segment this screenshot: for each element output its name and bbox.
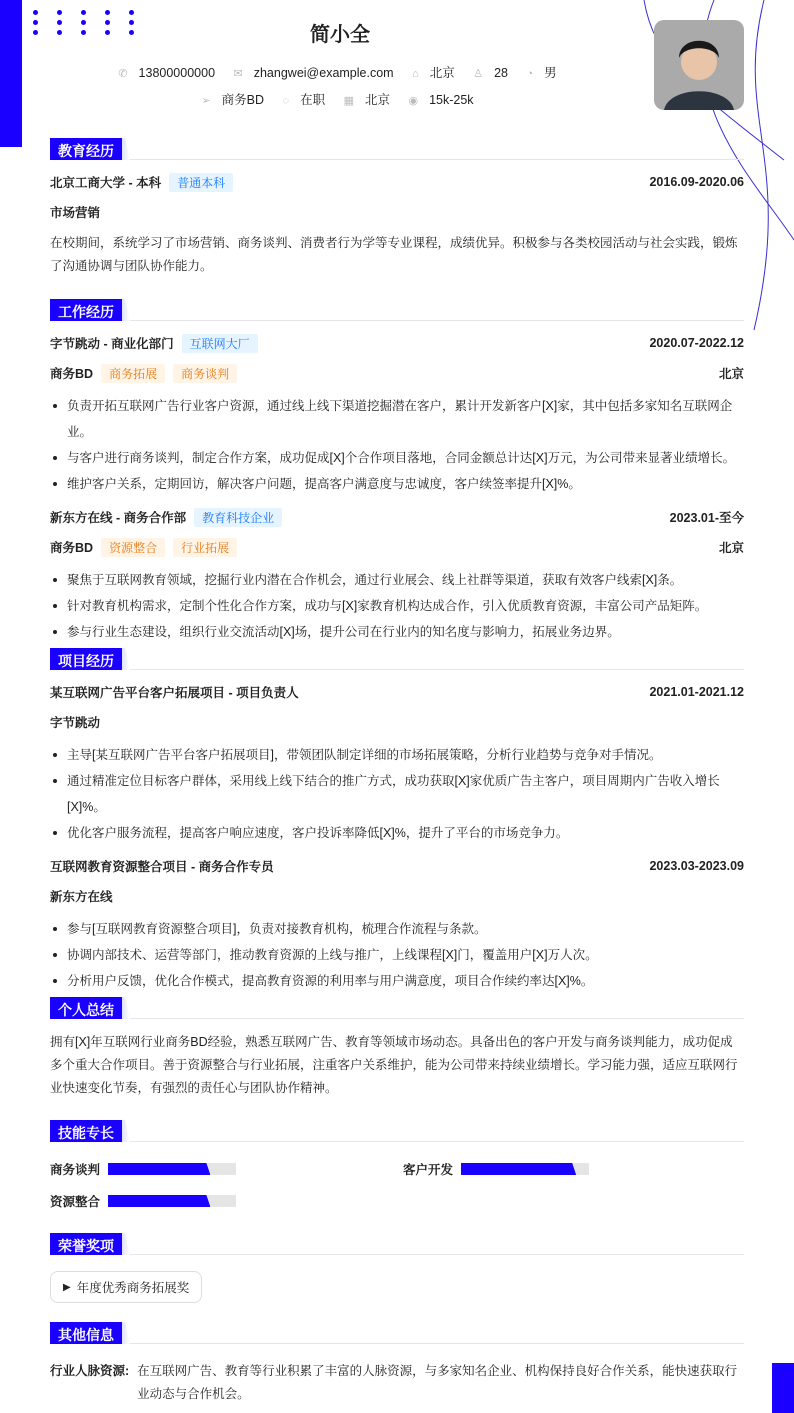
age: 28 (494, 66, 508, 80)
contact-row (0, 63, 680, 81)
section-title: 工作经历 (50, 299, 122, 321)
award-item (50, 1271, 202, 1303)
section-title: 个人总结 (50, 997, 122, 1019)
phone-icon: ✆ (118, 68, 128, 80)
list-item: 参与行业生态建设，组织行业交流活动[X]场，提升公司在行业内的知名度与影响力，拓展业务边界。 (50, 619, 744, 645)
list-item: 聚焦于互联网教育领域，挖掘行业内潜在合作机会，通过行业展会、线上社群等渠道，获取有效客户线索[X]条。 (50, 567, 744, 593)
projects-section (50, 648, 744, 1004)
skill-item (50, 1160, 403, 1178)
work-city: 北京 (718, 367, 744, 381)
role-tag: 商务谈判 (173, 364, 237, 383)
role-tag: 资源整合 (101, 538, 165, 557)
project-name: 互联网教育资源整合项目 - 商务合作专员 (50, 860, 274, 874)
age-icon: ♙ (473, 68, 484, 80)
project-name: 某互联网广告平台客户拓展项目 - 项目负责人 (50, 686, 299, 700)
skills-section (50, 1120, 744, 1210)
company: 新东方在线 - 商务合作部 (50, 510, 187, 525)
list-item: 优化客户服务流程，提高客户响应速度，客户投诉率降低[X]%，提升了平台的市场竞争力。 (50, 820, 744, 846)
skill-name: 商务谈判 (50, 1163, 101, 1177)
skill-name: 客户开发 (403, 1163, 454, 1177)
work-date: 2020.07-2022.12 (649, 336, 744, 350)
salary-icon: ◉ (408, 95, 419, 107)
salary: 15k-25k (429, 93, 474, 107)
project-item (50, 682, 744, 846)
summary-text: 拥有[X]年互联网行业商务BD经验，熟悉互联网广告、教育等领域市场动态。具备出色的客户开发与商务谈判能力，成功促成多个重大合作项目。善于资源整合与行业拓展，注重客户关系维护，能为公司带来持续业绩增长。学习能力强，适应互联网行业快速变化节奏，有强烈的责任心与团队协作精神。 (50, 1035, 738, 1095)
list-item: 主导[某互联网广告平台客户拓展项目]，带领团队制定详细的市场拓展策略，分析行业趋势与竞争对手情况。 (50, 742, 744, 768)
school: 北京工商大学 - 本科 (50, 175, 162, 190)
email: zhangwei@example.com (253, 66, 394, 80)
education-section (50, 138, 744, 286)
skill-bar (461, 1163, 589, 1175)
project-date: 2023.03-2023.09 (649, 859, 744, 873)
role: 商务BD (50, 366, 94, 381)
company-tag: 教育科技企业 (194, 508, 282, 527)
project-org: 字节跳动 (50, 716, 101, 730)
role: 商务BD (50, 540, 94, 555)
target-city: 北京 (364, 93, 390, 107)
section-title: 荣誉奖项 (50, 1233, 122, 1255)
avatar (654, 20, 744, 110)
skill-bar-fill (108, 1163, 210, 1175)
decor-right-bar (772, 1363, 794, 1413)
project-item (50, 856, 744, 994)
section-title: 技能专长 (50, 1120, 122, 1142)
list-item: 通过精准定位目标客户群体，采用线上线下结合的推广方式，成功获取[X]家优质广告主客户，项目周期内广告收入增长[X]%。 (50, 768, 744, 820)
section-title: 教育经历 (50, 138, 122, 160)
awards-section (50, 1233, 744, 1303)
status: 在职 (300, 93, 326, 107)
candidate-name: 简小全 (310, 24, 370, 46)
list-item: 参与[互联网教育资源整合项目]，负责对接教育机构，梳理合作流程与条款。 (50, 916, 744, 942)
work-item (50, 333, 744, 497)
list-item: 分析用户反馈，优化合作模式，提高教育资源的利用率与用户满意度，项目合作续约率达[X]%。 (50, 968, 744, 994)
send-icon: ➢ (201, 95, 211, 107)
other-label: 行业人脉资源: (50, 1364, 130, 1378)
other-text: 在互联网广告、教育等行业积累了丰富的人脉资源，与多家知名企业、机构保持良好合作关系，能快速获取行业动态与合作机会。 (137, 1364, 738, 1401)
gender: 男 (544, 66, 557, 80)
work-city: 北京 (718, 541, 744, 555)
company: 字节跳动 - 商业化部门 (50, 336, 174, 351)
skill-bar (108, 1195, 236, 1207)
skill-item (50, 1192, 403, 1210)
gender-icon: ◔ (526, 68, 534, 80)
city: 北京 (429, 66, 455, 80)
list-item: 针对教育机构需求，定制个性化合作方案，成功与[X]家教育机构达成合作，引入优质教育资源，丰富公司产品矩阵。 (50, 593, 744, 619)
summary-section (50, 997, 744, 1108)
award-name: 年度优秀商务拓展奖 (76, 1281, 190, 1295)
building-icon: ▦ (343, 95, 354, 107)
section-title: 其他信息 (50, 1322, 122, 1344)
work-section (50, 299, 744, 655)
company-tag: 互联网大厂 (182, 334, 258, 353)
job-intent-row (0, 90, 680, 108)
major: 市场营销 (50, 206, 101, 220)
list-item: 协调内部技术、运营等部门，推动教育资源的上线与推广，上线课程[X]门，覆盖用户[X]万人次。 (50, 942, 744, 968)
edu-date: 2016.09-2020.06 (649, 175, 744, 189)
project-date: 2021.01-2021.12 (649, 685, 744, 699)
school-tag: 普通本科 (169, 173, 233, 192)
work-item (50, 507, 744, 645)
list-item: 维护客户关系，定期回访，解决客户问题，提高客户满意度与忠诚度，客户续签率提升[X]%。 (50, 471, 744, 497)
section-title: 项目经历 (50, 648, 122, 670)
home-icon: ⌂ (412, 68, 419, 80)
caret-right-icon: ▶ (63, 1281, 71, 1293)
project-org: 新东方在线 (50, 890, 113, 904)
skill-bar-fill (108, 1195, 210, 1207)
list-item: 负责开拓互联网广告行业客户资源，通过线上线下渠道挖掘潜在客户，累计开发新客户[X]家，其中包括多家知名互联网企业。 (50, 393, 744, 445)
role-tag: 行业拓展 (173, 538, 237, 557)
other-section (50, 1322, 744, 1406)
status-icon: ◌ (282, 95, 290, 107)
position: 商务BD (221, 93, 265, 107)
phone: 13800000000 (138, 66, 216, 80)
skill-bar-fill (461, 1163, 576, 1175)
edu-desc: 在校期间，系统学习了市场营销、商务谈判、消费者行为学等专业课程，成绩优异。积极参与各类校园活动与社会实践，锻炼了沟通协调与团队协作能力。 (50, 236, 738, 273)
role-tag: 商务拓展 (101, 364, 165, 383)
skill-name: 资源整合 (50, 1195, 101, 1209)
skill-bar (108, 1163, 236, 1175)
work-date: 2023.01-至今 (669, 511, 744, 525)
list-item: 与客户进行商务谈判，制定合作方案，成功促成[X]个合作项目落地，合同金额总计达[X]万元，为公司带来显著业绩增长。 (50, 445, 744, 471)
skill-item (403, 1160, 744, 1178)
email-icon: ✉ (233, 68, 243, 80)
